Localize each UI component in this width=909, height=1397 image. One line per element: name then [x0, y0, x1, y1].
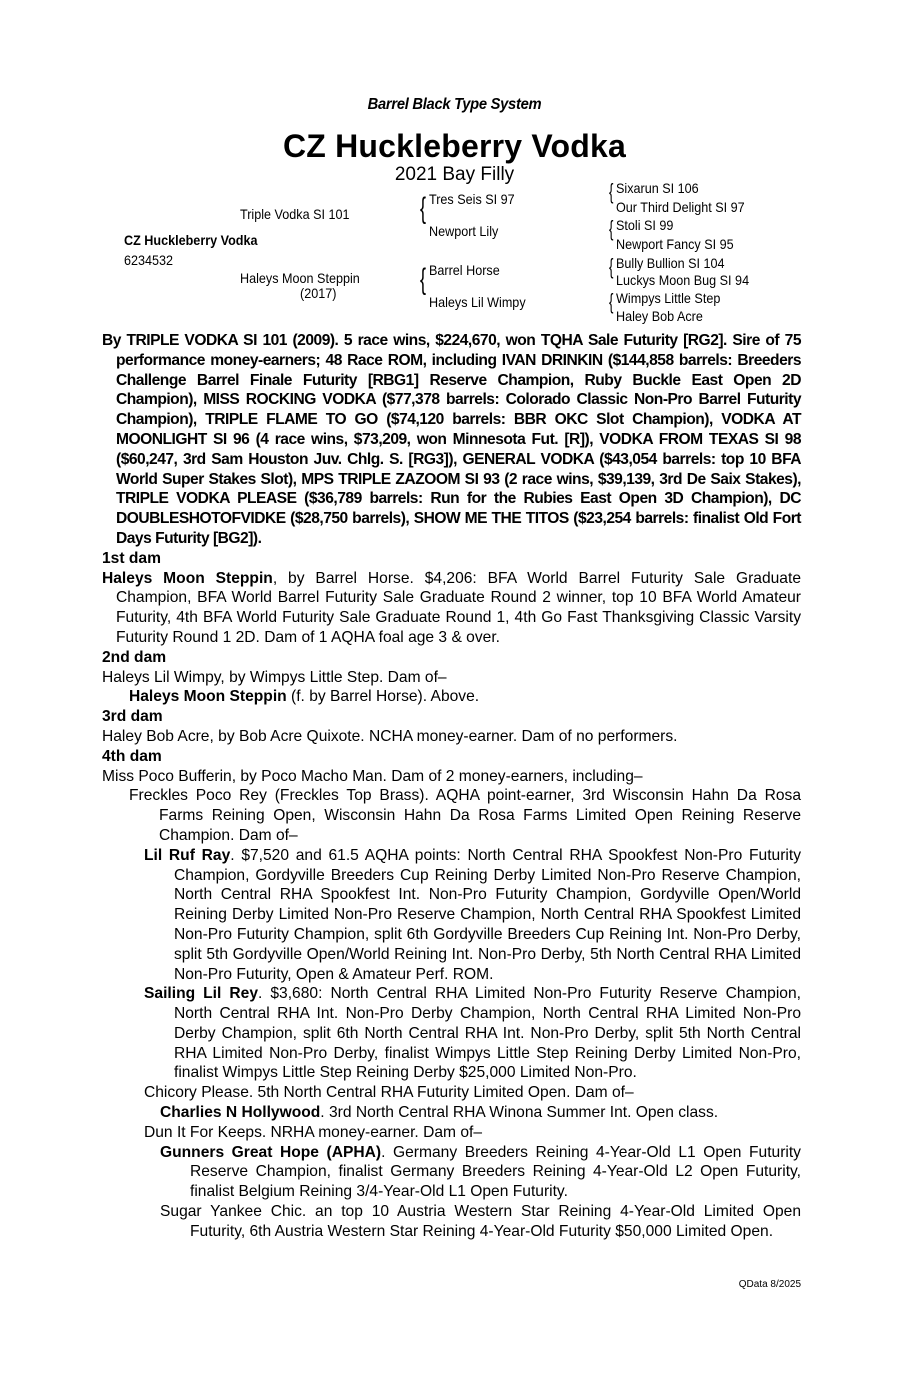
bracket-icon: { [420, 192, 427, 225]
horse-name-title: CZ Huckleberry Vodka [282, 128, 627, 164]
second-dam-line: Haleys Lil Wimpy, by Wimpys Little Step. Dam of– [102, 668, 447, 686]
produce-text: Sugar Yankee Chic. an top 10 Austria Western Star Reining 4-Year-Old Limited Open Futurity, 6th Austria Western Star Reining 4-Year-Old Futurity $50,000 Limited Open. [160, 1203, 801, 1240]
produce-name: Charlies N Hollywood [160, 1104, 321, 1122]
produce-text: (f. by Barrel Horse). Above. [286, 688, 480, 706]
fourth-dam-daughter: Freckles Poco Rey (Freckles Top Brass). AQHA point-earner, 3rd Wisconsin Hahn Da Rosa Farms Reining Open, Wisconsin Hahn Da Rosa Farms Limited Open Reining Reserve Champion. Dam of– [129, 787, 801, 844]
pedigree-sire-dam: Newport Lily [429, 223, 499, 239]
pedigree-dam-sire: Barrel Horse [429, 262, 500, 278]
pedigree-sire: Triple Vodka SI 101 [240, 206, 350, 222]
pedigree-g3: Stoli SI 99 [616, 217, 674, 233]
pedigree-dam-dam: Haleys Lil Wimpy [429, 294, 526, 310]
third-dam-line: Haley Bob Acre, by Bob Acre Quixote. NCHA money-earner. Dam of no performers. [102, 727, 678, 745]
produce-entry [160, 1202, 801, 1242]
registration-number: 6234532 [124, 252, 174, 268]
bracket-icon: { [609, 254, 614, 279]
produce-text: . Germany Breeders Reining 4-Year-Old L1 Open Futurity Reserve Champion, finalist Germany Breeders Reining 4-Year-Old L2 Open Futurity, finalist Belgium Reining 3/4-Year-Old L1 Open Futurity. [190, 1143, 801, 1201]
produce-text: . $3,680: North Central RHA Limited Non-Pro Futurity Reserve Champion, North Central RHA Int. Non-Pro Derby Champion, North Central RHA Limited Non-Pro Derby Champion, split 6th North Central RHA Int. Non-Pro Derby, split 5th North Central RHA Limited Non-Pro Derby, finalist Wimpys Little Step Reining Derby Limited Non-Pro, finalist Wimpys Little Step Reining Derby $25,000 Limited Non-Pro. [174, 985, 801, 1082]
produce-text: . 3rd North Central RHA Winona Summer Int. Open class. [320, 1104, 719, 1122]
second-dam-heading: 2nd dam [102, 648, 167, 666]
pedigree-g3: Wimpys Little Step [616, 290, 721, 306]
bracket-icon: { [420, 263, 427, 296]
pedigree-g3: Luckys Moon Bug SI 94 [616, 272, 750, 288]
produce-entry [144, 846, 801, 985]
system-label: Barrel Black Type System [367, 96, 542, 113]
pedigree-g3: Haley Bob Acre [616, 308, 703, 324]
pedigree-dam: Haleys Moon Steppin [240, 270, 360, 286]
produce-name: Lil Ruf Ray [144, 846, 231, 864]
produce-entry [160, 1103, 801, 1123]
fourth-dam-heading: 4th dam [102, 747, 162, 765]
pedigree-g3: Bully Bullion SI 104 [616, 255, 725, 271]
produce-name: Gunners Great Hope (APHA) [160, 1143, 382, 1161]
third-dam-heading: 3rd dam [102, 708, 163, 726]
first-dam-entry [102, 569, 801, 648]
produce-entry [160, 1143, 801, 1202]
bracket-icon: { [609, 179, 614, 204]
first-dam-name: Haleys Moon Steppin [102, 569, 273, 587]
catalog-body [102, 331, 801, 1242]
bracket-icon: { [609, 289, 614, 314]
grand-daughter-line: Dun It For Keeps. NRHA money-earner. Dam of– [144, 1123, 483, 1141]
produce-entry [144, 984, 801, 1083]
sire-paragraph: By TRIPLE VODKA SI 101 (2009). 5 race wins, $224,670, won TQHA Sale Futurity [RG2]. Sire of 75 performance money-earners; 48 Race ROM, including IVAN DRINKIN ($144,858 barrels: Breeders Challenge Barrel Finale Futurity [RBG1] Reserve Champion, Ruby Buckle East Open 2D Champion), MISS ROCKING VODKA ($77,378 barrels: Colorado Classic Non-Pro Barrel Futurity Champion), TRIPLE FLAME TO GO ($74,120 barrels: BBR OKC Slot Champion), VODKA AT MOONLIGHT SI 96 (4 race wins, $73,209, won Minnesota Fut. [R]), VODKA FROM TEXAS SI 98 ($60,247, 3rd Sam Houston Juv. Chlg. S. [RG3]), GENERAL VODKA ($43,054 barrels: top 10 BFA World Super Stakes Slot), MPS TRIPLE ZAZOOM SI 93 (2 race wins, $39,139, 3rd De Saix Stakes), TRIPLE VODKA PLEASE ($36,789 barrels: Run for the Rubies East Open 3D Champion), DC DOUBLESHOTOFVIDKE ($28,750 barrels), SHOW ME THE TITOS ($23,254 barrels: finalist Old Fort Days Futurity [BG2]). [102, 332, 801, 547]
fourth-dam-line: Miss Poco Bufferin, by Poco Macho Man. Dam of 2 money-earners, including– [102, 767, 643, 785]
produce-name: Haleys Moon Steppin [129, 688, 287, 706]
foal-description: 2021 Bay Filly [394, 164, 515, 185]
pedigree-sire-sire: Tres Seis SI 97 [429, 191, 515, 207]
pedigree-subject: CZ Huckleberry Vodka [124, 232, 258, 248]
pedigree-g3: Our Third Delight SI 97 [616, 199, 745, 215]
pedigree-g3: Newport Fancy SI 95 [616, 236, 734, 252]
bracket-icon: { [609, 216, 614, 241]
grand-daughter-line: Chicory Please. 5th North Central RHA Futurity Limited Open. Dam of– [144, 1084, 634, 1102]
produce-text: . $7,520 and 61.5 AQHA points: North Central RHA Spookfest Non-Pro Futurity Champion, Gordyville Breeders Cup Reining Derby Limited Non-Pro Reserve Champion, North Central RHA Spookfest Int. Non-Pro Futurity Champion, Gordyville Open/World Reining Derby Limited Non-Pro Reserve Champion, North Central RHA Spookfest Limited Non-Pro Futurity Champion, split 6th Gordyville Breeders Cup Reining Int. Non-Pro Derby, split 5th Gordyville Open/World Reining Int. Non-Pro Derby, 5th North Central RHA Limited Non-Pro Futurity, Open & Amateur Perf. ROM. [174, 846, 801, 983]
produce-name: Sailing Lil Rey [144, 985, 258, 1003]
pedigree-dam-year: (2017) [300, 285, 337, 301]
pedigree-g3: Sixarun SI 106 [616, 180, 699, 196]
second-dam-produce [129, 687, 801, 707]
first-dam-text: , by Barrel Horse. $4,206: BFA World Barrel Futurity Sale Graduate Champion, BFA World Barrel Futurity Sale Graduate Round 2 winner, top 10 BFA World Amateur Futurity, 4th BFA World Futurity Sale Graduate Round 1, 4th Go Fast Thanksgiving Classic Varsity Futurity Round 1 2D. Dam of 1 AQHA foal age 3 & over. [116, 569, 801, 646]
first-dam-heading: 1st dam [102, 549, 161, 567]
data-source-footer: QData 8/2025 [738, 1279, 801, 1290]
